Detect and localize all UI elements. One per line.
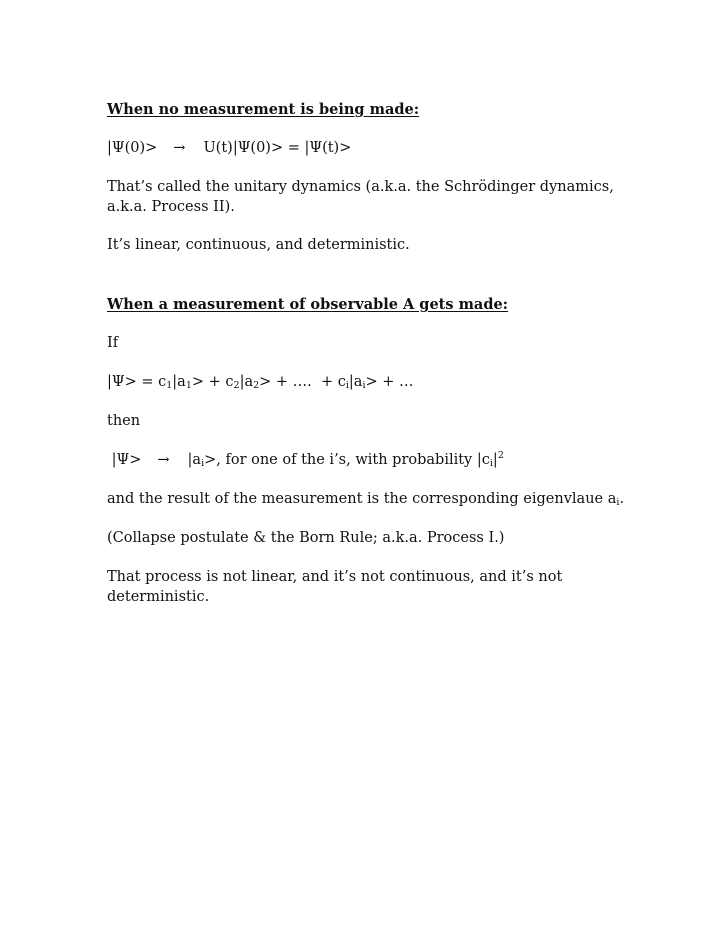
- superscript: 2: [497, 450, 504, 461]
- collapse-equation: [107, 451, 504, 471]
- expansion-part: |Ψ> = c: [107, 374, 167, 390]
- expansion-part: |a: [239, 374, 254, 390]
- expansion-part: |a: [348, 374, 363, 390]
- arrow-icon: →: [157, 452, 170, 468]
- result-paragraph: [107, 490, 624, 510]
- collapse-part: |: [492, 452, 498, 468]
- state-expansion: [107, 373, 414, 393]
- eq-right: U(t)|Ψ(0)> = |Ψ(t)>: [203, 140, 352, 156]
- collapse-part: |a: [187, 452, 202, 468]
- unitary-dynamics-paragraph: That’s called the unitary dynamics (a.k.a. the Schrödinger dynamics, a.k.a. Process II).: [107, 179, 619, 215]
- result-text: and the result of the measurement is the corresponding eigenvlaue a: [107, 491, 617, 507]
- subscript: 1: [166, 380, 173, 391]
- result-end: .: [619, 491, 625, 507]
- subscript: i: [362, 380, 366, 391]
- heading-no-measurement: When no measurement is being made:: [107, 101, 420, 118]
- if-text: If: [107, 335, 119, 351]
- unitary-equation: [107, 139, 351, 159]
- born-rule-paragraph: (Collapse postulate & the Born Rule; a.k.a. Process I.): [107, 530, 505, 546]
- collapse-part: >, for one of the i’s, with probability |c: [204, 452, 490, 468]
- subscript: 2: [233, 380, 240, 391]
- linear-paragraph: It’s linear, continuous, and deterministic.: [107, 237, 410, 253]
- heading-measurement: When a measurement of observable A gets made:: [107, 296, 509, 313]
- expansion-part: |a: [172, 374, 186, 390]
- then-text: then: [107, 413, 141, 429]
- eq-left: |Ψ(0)>: [107, 140, 158, 156]
- expansion-part: > + c: [191, 374, 234, 390]
- collapse-left: |Ψ>: [107, 452, 142, 468]
- subscript: i: [345, 380, 349, 391]
- subscript: i: [489, 458, 493, 469]
- arrow-icon: →: [173, 140, 186, 156]
- expansion-part: > + …. + c: [259, 374, 346, 390]
- subscript: i: [616, 497, 620, 508]
- expansion-part: > + …: [365, 374, 414, 390]
- subscript: 2: [253, 380, 260, 391]
- subscript: 1: [185, 380, 192, 391]
- subscript: i: [201, 458, 205, 469]
- conclusion-paragraph: That process is not linear, and it’s not continuous, and it’s not deterministic.: [107, 569, 567, 605]
